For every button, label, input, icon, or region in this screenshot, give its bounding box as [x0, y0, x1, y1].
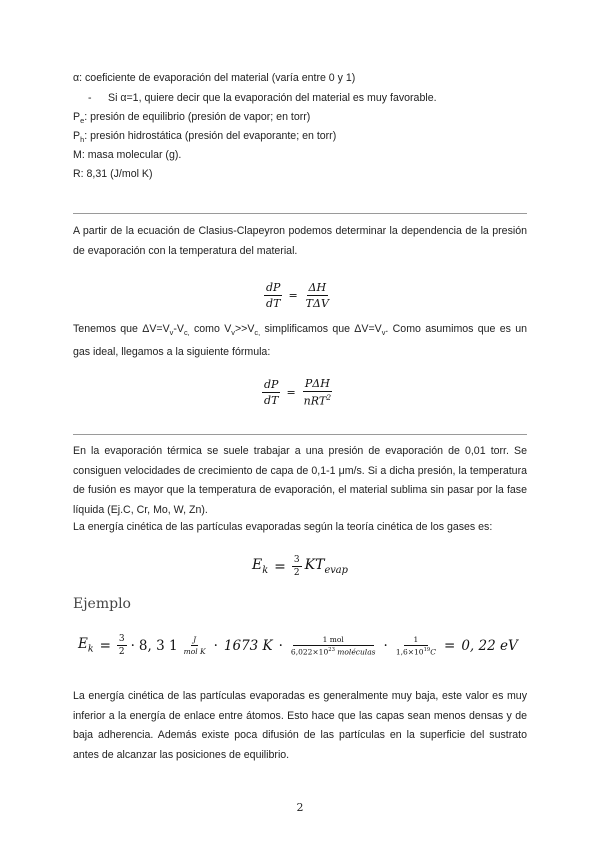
clausius-equation [264, 281, 331, 310]
eq1-right-num: ΔH [308, 281, 327, 294]
alpha-bullet-text: Si α=1, quiere decir que la evaporación del material es muy favorable. [108, 92, 437, 104]
kinetic-energy-equation [252, 555, 348, 578]
example-equation [78, 634, 518, 657]
ex-fraction-avogadro [289, 635, 378, 657]
ideal-gas-s2: c, [183, 328, 190, 338]
ex-f4-den-a: 1,6×10 [395, 647, 424, 657]
pe-symbol: P [73, 111, 81, 123]
eq2-right-num: PΔH [304, 377, 330, 390]
ex-lhs [78, 636, 94, 655]
eq2-right-fraction [302, 377, 333, 408]
pe-definition [73, 110, 310, 128]
ph-subscript: h [80, 135, 85, 145]
eq2-left-num: dP [264, 377, 279, 391]
eq3-kt-sub: evap [324, 564, 348, 576]
eq2-right-den-text: nRT [303, 394, 327, 408]
ex-f3-den-a: 6,022×10 [290, 647, 329, 657]
eq3-kt-text: KT [304, 557, 325, 574]
ex-dot-4: · [383, 637, 388, 654]
m-definition: M: masa molecular (g). [73, 149, 182, 161]
eq3-lhs [252, 557, 268, 576]
ex-fraction-units [182, 635, 208, 656]
ideal-gas-paragraph [73, 320, 527, 362]
ex-f4-den [394, 646, 438, 657]
ideal-gas-t1: Tenemos que ΔV=V [73, 323, 170, 335]
eq1-left-fraction [264, 281, 282, 310]
ex-result: 0, 22 eV [461, 637, 518, 654]
ex-dot-2: · [213, 637, 218, 654]
thermal-paragraph: En la evaporación térmica se suele trabajar a una presión de evaporación de 0,01 torr. Se consiguen velocidades de crecimiento de capa de 0,1-1 μm/s. Si a dicha presión, la temperatura de fusión es mayor que la temperatura de evaporación, el material sublima sin pasar por la fase líquida (Ej.C, Cr, Mo, W, Zn). [73, 445, 527, 516]
ex-equals-2: = [444, 637, 456, 654]
ex-f4-den-b: C [430, 647, 437, 657]
eq2-right-den-sup: 2 [326, 393, 332, 402]
pe-subscript: e [80, 116, 85, 126]
eq3-lhs-sub: k [262, 564, 269, 576]
eq2-right-den [302, 392, 333, 408]
alpha-bullet-dash: - [88, 92, 92, 104]
r-definition: R: 8,31 (J/mol K) [73, 168, 153, 180]
ex-dot-1: · [130, 637, 135, 654]
ph-definition [73, 129, 336, 147]
ex-lhs-sub: k [87, 643, 94, 655]
ideal-gas-equation [262, 377, 333, 408]
ideal-gas-t4: >>V [234, 323, 255, 335]
kinetic-energy-line: La energía cinética de las partículas evaporadas según la teoría cinética de los gases es: [73, 521, 493, 533]
ex-temperature: 1673 K [223, 637, 273, 654]
eq1-right-fraction [304, 281, 331, 310]
eq3-frac-num: 3 [293, 555, 300, 565]
ph-text: : presión hidrostática (presión del evaporante; en torr) [84, 130, 337, 142]
eq3-frac-den: 2 [293, 568, 300, 578]
page-number: 2 [296, 801, 304, 814]
ex-f2-den: mol K [183, 647, 206, 656]
eq3-fraction [292, 555, 302, 578]
ex-gas-constant: 8, 3 1 [138, 637, 178, 654]
example-heading: Ejemplo [73, 596, 131, 612]
ex-fraction-three-halves [117, 634, 127, 657]
ex-f3-num: 1 mol [293, 635, 374, 646]
conclusion-paragraph: La energía cinética de las partículas evaporadas es generalmente muy baja, este valor es muy inferior a la energía de enlace entre átomos. Esto hace que las capas sean menos densas y de baja adherencia. Además existe poca difusión de las partículas en la superficie del sustrato antes de alcanzar las posiciones de equilibrio. [73, 690, 527, 761]
ex-f1-num: 3 [118, 634, 125, 644]
ideal-gas-s4: c, [254, 328, 261, 338]
eq2-left-fraction [262, 378, 280, 407]
ex-lhs-e: E [78, 636, 88, 653]
eq2-left-den: dT [264, 393, 279, 407]
ex-equals-1: = [99, 637, 111, 654]
eq3-lhs-e: E [252, 557, 263, 574]
separator-2 [73, 434, 527, 435]
separator-1 [73, 213, 527, 214]
ex-f3-den-sup: 23 [328, 646, 335, 653]
eq3-equals: = [274, 558, 286, 575]
ideal-gas-t6: . Como asumimos que es un gas ideal, llegamos a la siguiente fórmula: [73, 323, 527, 358]
eq1-left-num: dP [266, 281, 281, 294]
eq1-right-den: TΔV [305, 297, 329, 310]
ex-f3-den [289, 646, 378, 657]
ex-f2-num: J [193, 635, 197, 644]
eq2-equals: = [286, 385, 296, 399]
ideal-gas-t5: simplificamos que ΔV=V [260, 323, 382, 335]
ex-f4-den-sup: 19 [423, 646, 431, 653]
ex-fraction-charge [394, 635, 438, 657]
alpha-definition: α: coeficiente de evaporación del material (varía entre 0 y 1) [73, 72, 356, 84]
clausius-paragraph: A partir de la ecuación de Clasius-Clapeyron podemos determinar la dependencia de la presión de evaporación con la temperatura del material. [73, 225, 527, 257]
eq1-left-den: dT [266, 297, 281, 310]
ex-f3-den-b: moléculas [334, 647, 376, 657]
ideal-gas-s1: v [169, 328, 174, 338]
ex-f1-den: 2 [118, 647, 125, 657]
pe-text: : presión de equilibrio (presión de vapor; en torr) [84, 111, 311, 123]
ideal-gas-s5: v [381, 328, 386, 338]
ideal-gas-t3: como V [189, 323, 232, 335]
ideal-gas-s3: v [231, 328, 235, 338]
eq1-equals: = [288, 289, 298, 302]
ideal-gas-t2: -V [173, 323, 184, 335]
eq3-kt [305, 557, 348, 576]
ex-f4-num: 1 [404, 635, 429, 646]
ph-symbol: P [73, 130, 81, 142]
ex-dot-3: · [278, 637, 283, 654]
